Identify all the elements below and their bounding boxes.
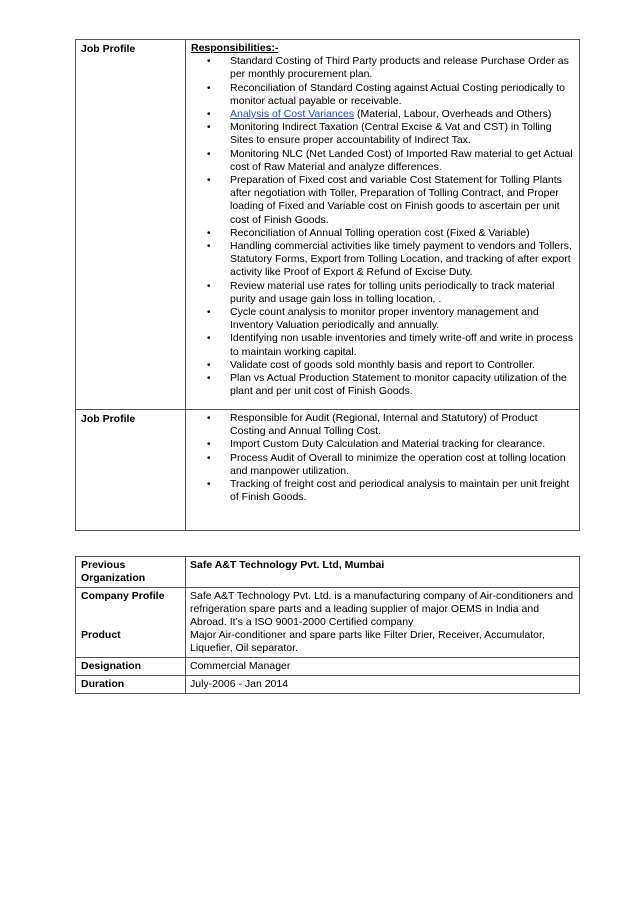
bullet-icon: • <box>207 452 211 464</box>
audit-cell <box>186 410 580 531</box>
bullet-icon: • <box>207 479 211 491</box>
bullet-icon: • <box>207 109 211 121</box>
responsibility-text: (Material, Labour, Overheads and Others) <box>354 108 552 121</box>
responsibility-text: Monitoring NLC (Net Landed Cost) of Imported Raw material to get Actual cost of Raw Material and analyze differences. <box>230 147 573 173</box>
responsibility-item <box>207 372 575 398</box>
company-profile-label: Company Profile <box>81 590 165 602</box>
responsibility-item <box>207 306 575 332</box>
responsibility-text: Handling commercial activities like timely payment to vendors and Tollers, Statutory Forms, Export from Tolling Location, and tracking of after export activity like Proof of Export & Refund of Excise Duty. <box>230 240 572 279</box>
bullet-icon: • <box>207 241 211 253</box>
responsibility-text: Identifying non usable inventories and timely write-off and write in process to maintain working capital. <box>230 332 573 358</box>
audit-item <box>207 451 575 478</box>
duration-value: July-2006 - Jan 2014 <box>186 676 580 694</box>
bullet-icon: • <box>207 307 211 319</box>
bullet-icon: • <box>207 413 211 424</box>
audit-text: Import Custom Duty Calculation and Material tracking for clearance. <box>230 438 546 451</box>
job-profile-label: Job Profile <box>76 40 186 410</box>
bullet-icon: • <box>207 122 211 134</box>
product-value: Major Air-conditioner and spare parts like Filter Drier, Receiver, Accumulator, Liquefier, Oil separator. <box>190 629 545 654</box>
responsibility-text: Monitoring Indirect Taxation (Central Excise & Vat and CST) in Tolling Sites to ensure proper accountability of Indirect Tax. <box>230 121 552 147</box>
audit-item <box>207 478 575 504</box>
bullet-icon: • <box>207 175 211 187</box>
company-profile-row <box>76 588 580 658</box>
job-profile-row-2 <box>76 410 580 531</box>
bullet-icon: • <box>207 56 211 68</box>
job-profile-table <box>75 39 580 531</box>
responsibilities-cell <box>186 40 580 410</box>
responsibilities-list <box>190 55 575 398</box>
company-profile-values <box>186 588 580 658</box>
duration-row <box>76 676 580 694</box>
prev-org-row <box>76 557 580 588</box>
audit-text: Tracking of freight cost and periodical analysis to maintain per unit freight of Finish Goods. <box>230 478 570 504</box>
audit-text: Process Audit of Overall to minimize the operation cost at tolling location and manpower utilization. <box>230 451 566 477</box>
prev-org-value: Safe A&T Technology Pvt. Ltd, Mumbai <box>186 557 580 588</box>
responsibility-text: Standard Costing of Third Party products and release Purchase Order as per monthly procurement plan. <box>230 55 569 81</box>
bullet-icon: • <box>207 227 211 239</box>
job-profile-label-2: Job Profile <box>76 410 186 531</box>
audit-text: Responsible for Audit (Regional, Internal and Statutory) of Product Costing and Annual Tolling Cost. <box>230 412 538 438</box>
responsibility-text: Review material use rates for tolling units periodically to track material purity and usage gain loss in tolling location, . <box>230 279 555 305</box>
responsibility-item <box>207 121 575 147</box>
responsibility-text: Plan vs Actual Production Statement to monitor capacity utilization of the plant and per unit cost of Finish Goods. <box>230 372 567 398</box>
bullet-icon: • <box>207 439 211 451</box>
audit-list <box>190 412 575 504</box>
responsibility-text: Cycle count analysis to monitor proper inventory management and Inventory Valuation periodically and annually. <box>230 306 539 332</box>
responsibilities-heading: Responsibilities:- <box>191 42 279 54</box>
responsibility-item <box>207 332 575 358</box>
prev-org-label: Previous Organization <box>76 557 186 588</box>
responsibility-text: Validate cost of goods sold monthly basis and report to Controller. <box>230 358 536 371</box>
bullet-icon: • <box>207 359 211 371</box>
responsibility-text: Preparation of Fixed cost and variable Cost Statement for Tolling Plants after negotiation with Toller, Preparation of Tolling Contract, and Proper loading of Fixed and Variable cost on Finish goods to ascertain per unit cost of Finish Goods. <box>230 174 562 226</box>
cost-variances-link[interactable]: Analysis of Cost Variances <box>230 108 355 121</box>
bullet-icon: • <box>207 148 211 160</box>
audit-item <box>207 412 575 438</box>
responsibility-item <box>207 81 575 108</box>
designation-label: Designation <box>76 658 186 676</box>
responsibility-item <box>207 279 575 306</box>
bullet-icon: • <box>207 280 211 292</box>
company-profile-labels <box>76 588 186 658</box>
responsibility-item <box>207 358 575 372</box>
responsibility-text: Reconciliation of Annual Tolling operation cost (Fixed & Variable) <box>230 226 530 239</box>
responsibility-item <box>207 174 575 227</box>
duration-label: Duration <box>76 676 186 694</box>
designation-row <box>76 658 580 676</box>
responsibility-item <box>207 240 575 280</box>
responsibility-item <box>207 147 575 174</box>
responsibility-item <box>207 108 575 121</box>
company-profile-value: Safe A&T Technology Pvt. Ltd. is a manufacturing company of Air-conditioners and refrigeration spare parts and a leading supplier of major OEMS in India and Abroad. It’s a ISO 9001-2000 Certified company <box>190 590 574 628</box>
responsibility-item <box>207 55 575 81</box>
job-profile-row-1 <box>76 40 580 410</box>
designation-value: Commercial Manager <box>186 658 580 676</box>
responsibility-item <box>207 226 575 240</box>
organization-table <box>75 556 580 694</box>
bullet-icon: • <box>207 82 211 94</box>
bullet-icon: • <box>207 373 211 385</box>
product-label: Product <box>81 629 121 641</box>
bullet-icon: • <box>207 333 211 345</box>
audit-item <box>207 438 575 451</box>
responsibility-text: Reconciliation of Standard Costing against Actual Costing periodically to monitor actual payable or receivable. <box>230 81 566 107</box>
